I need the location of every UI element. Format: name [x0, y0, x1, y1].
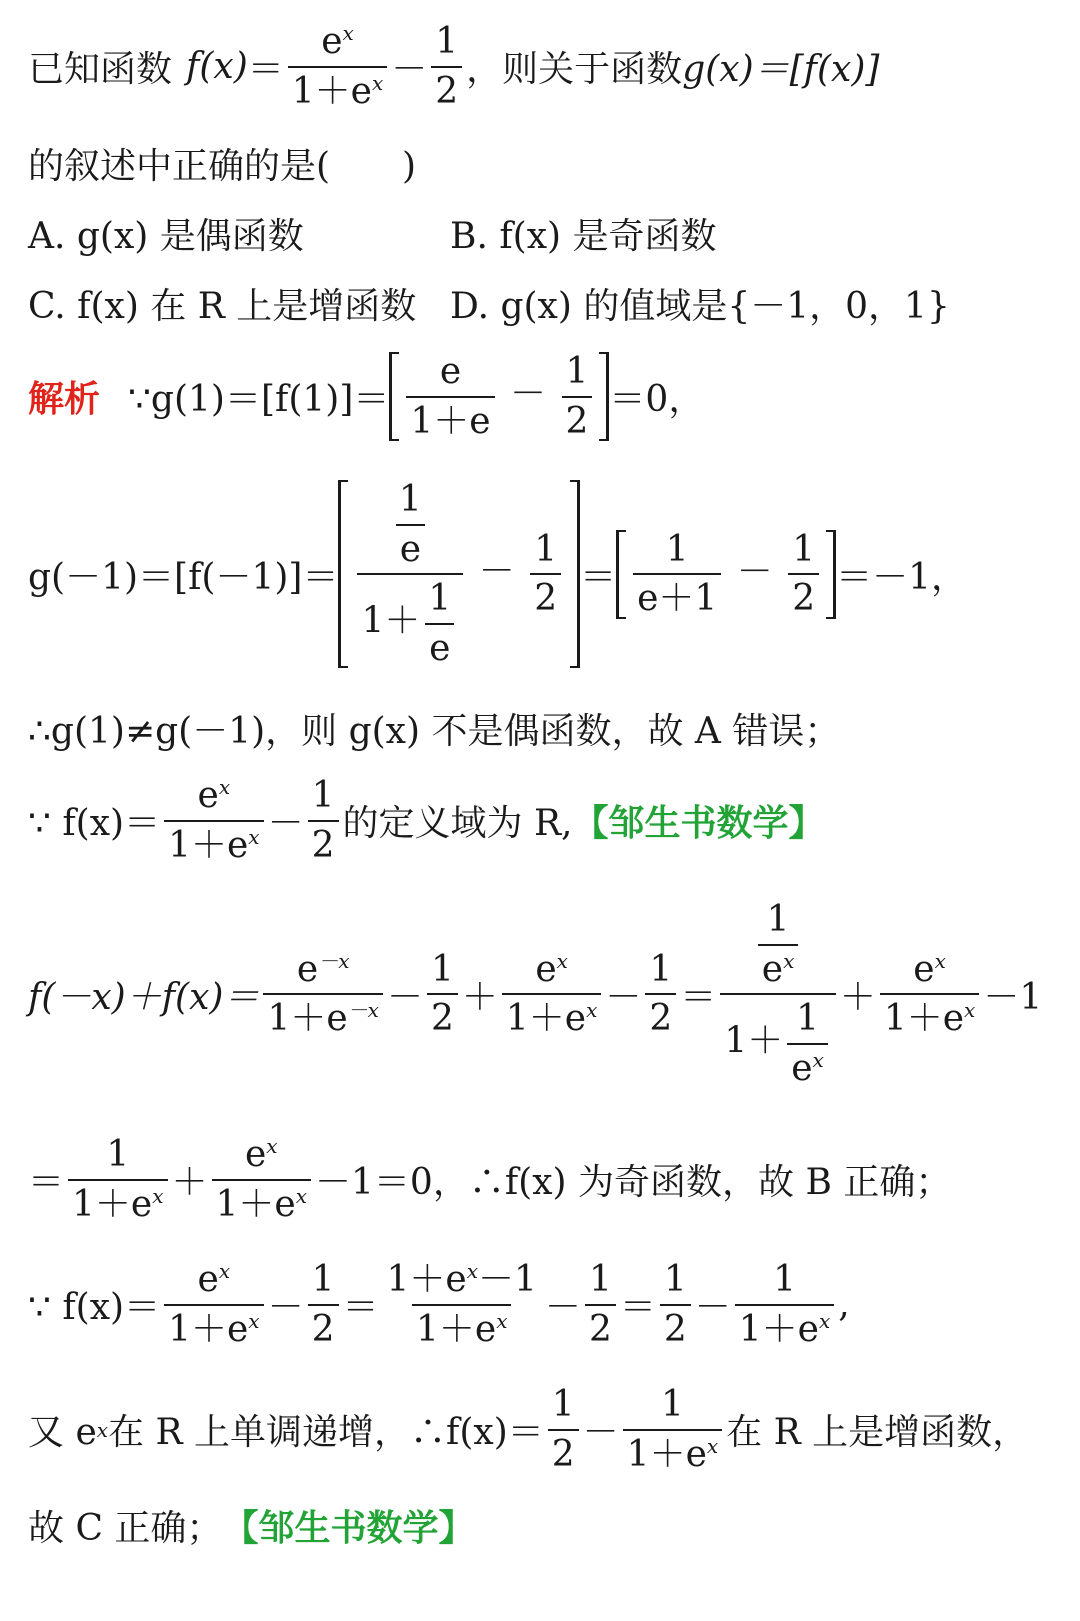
solution-line-8: 又 e x 在 R 上单调递增，∴f(x)＝ $\frac{1}{2}$ － $\frac{1}{1+e^x}$ 在 R 上是增函数，: [28, 1384, 1029, 1475]
function-f: f(x): [186, 46, 248, 88]
question-intro: 已知函数: [28, 49, 173, 91]
fraction: $\frac{e^x}{1+e^x}$: [288, 22, 388, 111]
watermark-label: 【邹生书数学】: [222, 1507, 475, 1549]
option-a: A. g(x) 是偶函数: [28, 216, 304, 257]
floor-bracket: $\frac{1}{e}$ 1＋ $\frac{1}{e}$ － $\frac{1}{2}$: [338, 480, 580, 668]
solution-line-1: 解析 ∵g(1)＝[f(1)]＝ $\frac{e}{1+e}$ － $\frac{1}{2}$ ＝0，: [28, 351, 705, 442]
fraction-half: $\frac{1}{2}$: [431, 22, 462, 111]
watermark-label: 【邹生书数学】: [572, 802, 825, 845]
floor-bracket: $\frac{1}{e+1}$ － $\frac{1}{2}$: [616, 530, 836, 619]
floor-bracket: $\frac{e}{1+e}$ － $\frac{1}{2}$: [389, 352, 609, 441]
question-tail: 的叙述中正确的是( ): [28, 146, 417, 187]
option-d: D. g(x) 的值域是{－1，0，1}: [450, 286, 950, 327]
solution-line-5: f(－x)＋f(x)＝ $\frac{e^{-x}}{1+e^{-x}}$ － $\frac{1}{2}$ ＋ $\frac{e^x}{1+e^x}$ － $\frac{1}{2}$ ＝ $\frac{1}{e^x}$ 1＋ $\frac{1}{e^x}$ ＋ $\frac{e^x}{1+e^x}$ －1: [28, 899, 1043, 1089]
option-b: B. f(x) 是奇函数: [450, 216, 717, 257]
question-mid: ，则关于函数: [466, 49, 683, 91]
function-g-def: g(x)＝[f(x)]: [682, 49, 880, 91]
solution-label: 解析: [28, 378, 101, 421]
solution-line-9: 故 C 正确； 【邹生书数学】: [28, 1500, 474, 1551]
solution-line-7: ∵ f(x)＝ $\frac{e^x}{1+e^x}$ － $\frac{1}{2}$ ＝ $\frac{1+e^x-1}{1+e^x}$ － $\frac{1}{2}$ ＝ $\frac{1}{2}$ － $\frac{1}{1+e^x}$ ,: [28, 1259, 850, 1350]
solution-line-3: ∴g(1)≠g(－1)，则 g(x) 不是偶函数，故 A 错误；: [28, 711, 841, 752]
solution-line-6: ＝ $\frac{1}{1+e^x}$ ＋ $\frac{e^x}{1+e^x}$ －1＝0，∴f(x) 为奇函数，故 B 正确；: [28, 1134, 952, 1225]
solution-line-4: ∵ f(x)＝ $\frac{e^x}{1+e^x}$ － $\frac{1}{2}$ 的定义域为 R, 【邹生书数学】: [28, 775, 825, 866]
question-line: 已知函数 f(x) ＝ $\frac{e^x}{1+e^x}$ － $\frac{1}{2}$ ，则关于函数 g(x)＝[f(x)]: [28, 21, 880, 112]
option-c: C. f(x) 在 R 上是增函数: [28, 286, 417, 327]
solution-line-2: g(－1)＝[f(－1)]＝ $\frac{1}{e}$ 1＋ $\frac{1}{e}$ － $\frac{1}{2}$ ＝ $\frac{1}{e+1}$ － $\frac{1}{2}$ ＝－1，: [28, 479, 968, 669]
